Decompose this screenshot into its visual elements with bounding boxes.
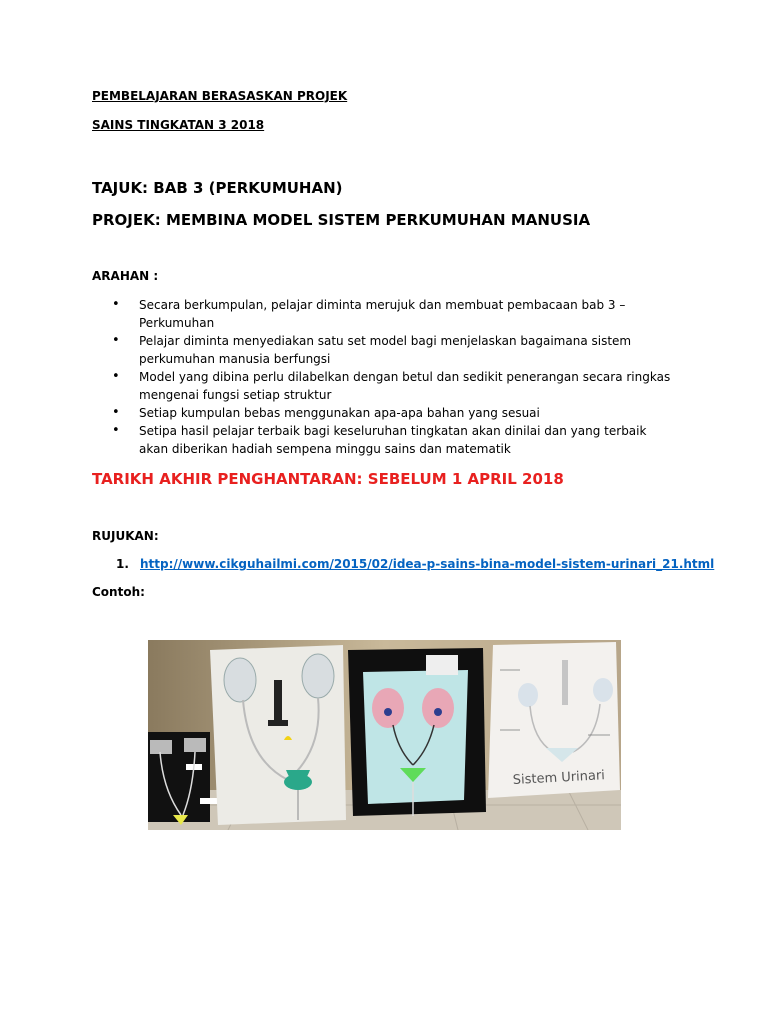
header-line-2: SAINS TINGKATAN 3 2018 <box>92 118 265 132</box>
list-item: • Setiap kumpulan bebas menggunakan apa-apa bahan yang sesuai <box>112 405 540 420</box>
poster-caption: Sistem Urinari <box>512 768 606 788</box>
arahan-label: ARAHAN : <box>92 269 159 283</box>
list-item: • Model yang dibina perlu dilabelkan dengan betul dan sedikit penerangan secara ringkas mengenai fungsi setiap struktur <box>112 369 671 402</box>
contoh-label: Contoh: <box>92 585 145 599</box>
list-item: • Setipa hasil pelajar terbaik bagi keseluruhan tingkatan akan dinilai dan yang terbaik akan diberikan hadiah sempena minggu sains dan matematik <box>112 423 647 456</box>
list-item: • Pelajar diminta menyediakan satu set model bagi menjelaskan bagaimana sistem perkumuhan manusia berfungsi <box>112 333 632 366</box>
reference-link[interactable]: http://www.cikguhailmi.com/2015/02/idea-p-sains-bina-model-sistem-urinari_21.html <box>140 557 715 571</box>
bullet-icon: • <box>112 297 120 312</box>
header-line-1: PEMBELAJARAN BERASASKAN PROJEK <box>92 89 348 103</box>
bullet-icon: • <box>112 405 120 420</box>
bullet-icon: • <box>112 333 120 348</box>
example-models-photo <box>148 640 621 830</box>
reference-number: 1. <box>116 557 129 571</box>
black-board-model <box>148 732 218 825</box>
list-item: • Secara berkumpulan, pelajar diminta merujuk dan membuat pembacaan bab 3 – Perkumuhan <box>112 297 626 330</box>
instruction-list <box>112 296 672 458</box>
projek-heading: PROJEK: MEMBINA MODEL SISTEM PERKUMUHAN MANUSIA <box>92 211 591 229</box>
deadline-notice: TARIKH AKHIR PENGHANTARAN: SEBELUM 1 APRIL 2018 <box>92 470 564 488</box>
white-poster-model <box>488 642 620 798</box>
rujukan-label: RUJUKAN: <box>92 529 159 543</box>
blue-board-model <box>348 648 486 816</box>
tajuk-heading: TAJUK: BAB 3 (PERKUMUHAN) <box>92 179 343 197</box>
bullet-icon: • <box>112 369 120 384</box>
white-board-model <box>210 645 346 825</box>
bullet-icon: • <box>112 423 120 438</box>
